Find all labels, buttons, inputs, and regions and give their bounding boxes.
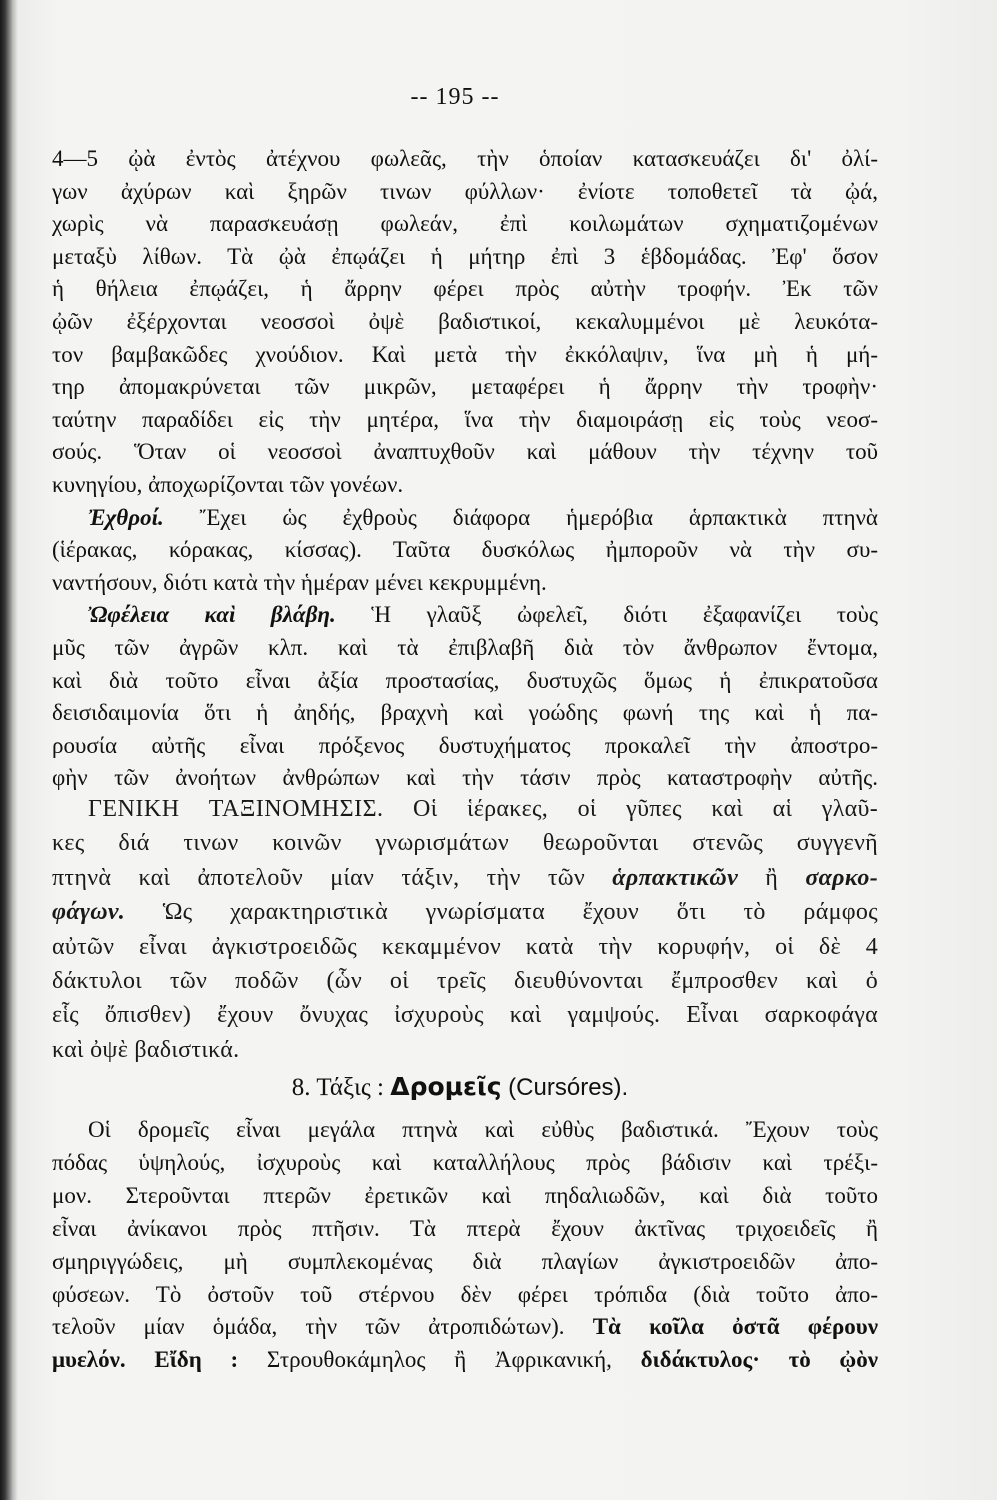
- binding-shadow: [0, 0, 18, 1500]
- text-block-owl: [52, 143, 878, 795]
- text-line: φὴν τῶν ἀνοήτων ἀνθρώπων καὶ τὴν τάσιν πρὸς καταστροφὴν αὐτῆς.: [52, 765, 878, 791]
- text-line: ᾠῶν ἐξέρχονται νεοσσοὶ ὀψὲ βαδιστικοί, κεκαλυμμένοι μὲ λευκότα-: [52, 308, 878, 334]
- emphasis-term: σαρκο-: [805, 864, 878, 891]
- paragraph-label: ΓΕΝΙΚΗ ΤΑΞΙΝΟΜΗΣΙΣ.: [88, 796, 384, 822]
- heading-order-name: Δρομεῖς: [390, 1072, 502, 1101]
- emphasis-term: ἁρπακτικῶν: [612, 864, 739, 891]
- text-line: Οἱ δρομεῖς εἶναι μεγάλα πτηνὰ καὶ εὐθὺς βαδιστικά. Ἔχουν τοὺς: [88, 1117, 878, 1142]
- text-line: [52, 1311, 878, 1344]
- text-line: τηρ ἀπομακρύνεται τῶν μικρῶν, μεταφέρει ἡ ἄρρην τὴν τροφὴν·: [52, 374, 878, 400]
- text-run-bold: Τὰ κοῖλα ὀστᾶ φέρουν: [592, 1314, 878, 1340]
- text-line: ναντήσουν, διότι κατὰ τὴν ἡμέραν μένει κεκρυμμένη.: [52, 569, 547, 595]
- paragraph-cursores: [52, 1114, 878, 1377]
- text-run-bold: μυελόν. Εἴδη :: [52, 1347, 239, 1373]
- paragraph-classification: [52, 792, 878, 1067]
- text-run-bold: διδάκτυλος· τὸ ᾠὸν: [640, 1347, 878, 1373]
- text-run: Ἡ γλαῦξ ὠφελεῖ, διότι ἐξαφανίζει τοὺς: [335, 602, 878, 628]
- page-number: -- 195 --: [410, 84, 500, 110]
- text-line: [52, 895, 878, 929]
- text-run: τελοῦν μίαν ὁμάδα, τὴν τῶν ἀτροπιδώτων).: [52, 1314, 593, 1340]
- heading-prefix: 8. Τάξις :: [291, 1074, 391, 1101]
- paragraph-label: Ἐχθροί.: [88, 504, 164, 530]
- text-line: ταύτην παραδίδει εἰς τὴν μητέρα, ἵνα τὴν διαμοιράσῃ εἰς τοὺς νεοσ-: [52, 406, 878, 432]
- section-heading: [0, 1069, 920, 1105]
- text-run: ἢ: [738, 864, 806, 891]
- text-line: κυνηγίου, ἀποχωρίζονται τῶν γονέων.: [52, 471, 404, 497]
- text-run: Στρουθοκάμηλος ἢ Ἀφρικανική,: [238, 1347, 641, 1373]
- text-line: χωρὶς νὰ παρασκευάσῃ φωλεάν, ἐπὶ κοιλωμάτων σχηματιζομένων: [52, 211, 878, 237]
- paragraph-label: Ὠφέλεια καὶ βλάβη.: [88, 602, 336, 628]
- text-line: τον βαμβακῶδες χνούδιον. Καὶ μετὰ τὴν ἐκκόλαψιν, ἵνα μὴ ἡ μή-: [52, 341, 878, 367]
- text-line: σμηριγγώδεις, μὴ συμπλεκομένας διὰ πλαγίων ἀγκιστροειδῶν ἀπο-: [52, 1248, 878, 1274]
- text-line: καὶ διὰ τοῦτο εἶναι ἀξία προστασίας, δυστυχῶς ὅμως ἡ ἐπικρατοῦσα: [52, 667, 878, 693]
- text-line: ρουσία αὐτῆς εἶναι πρόξενος δυστυχήματος προκαλεῖ τὴν ἀποστρο-: [52, 732, 878, 758]
- text-line: [52, 861, 878, 895]
- text-line: σούς. Ὅταν οἱ νεοσσοὶ ἀναπτυχθοῦν καὶ μάθουν τὴν τέχνην τοῦ: [52, 439, 878, 465]
- text-line: γων ἀχύρων καὶ ξηρῶν τινων φύλλων· ἐνίοτε τοποθετεῖ τὰ ᾠά,: [52, 178, 878, 204]
- text-run: Ὡς χαρακτηριστικὰ γνωρίσματα ἔχουν ὅτι τὸ ράμφος: [125, 899, 878, 926]
- text-line: δάκτυλοι τῶν ποδῶν (ὧν οἱ τρεῖς διευθύνονται ἔμπροσθεν καὶ ὁ: [52, 968, 878, 995]
- heading-latin-name: (Cursóres).: [501, 1074, 629, 1101]
- text-run: πτηνὰ καὶ ἀποτελοῦν μίαν τάξιν, τὴν τῶν: [52, 864, 613, 891]
- text-line: μῦς τῶν ἀγρῶν κλπ. καὶ τὰ ἐπιβλαβῆ διὰ τὸν ἄνθρωπον ἔντομα,: [52, 634, 878, 660]
- text-line: αὐτῶν εἶναι ἀγκιστροειδῶς κεκαμμένον κατὰ τὴν κορυφήν, οἱ δὲ 4: [52, 933, 878, 960]
- text-line: μεταξὺ λίθων. Τὰ ᾠὰ ἐπῳάζει ἡ μήτηρ ἐπὶ 3 ἑβδομάδας. Ἐφ' ὅσον: [52, 243, 878, 269]
- text-line: καὶ ὀψὲ βαδιστικά.: [52, 1036, 240, 1063]
- paragraph-enemies: [52, 502, 878, 600]
- text-line: [52, 502, 878, 535]
- text-line: [52, 792, 878, 826]
- text-line: κες διά τινων κοινῶν γνωρισμάτων θεωροῦνται στενῶς συγγενῆ: [52, 830, 878, 857]
- paragraph-nesting: [52, 143, 878, 502]
- text-line: πόδας ὑψηλούς, ἰσχυροὺς καὶ καταλλήλους πρὸς βάδισιν καὶ τρέξι-: [52, 1149, 878, 1175]
- text-line: 4—5 ᾠὰ ἐντὸς ἀτέχνου φωλεᾶς, τὴν ὁποίαν κατασκευάζει δι' ὀλί-: [52, 146, 878, 171]
- text-line: εἷς ὄπισθεν) ἔχουν ὄνυχας ἰσχυροὺς καὶ γαμψούς. Εἶναι σαρκοφάγα: [52, 1002, 878, 1029]
- text-line: [52, 1344, 878, 1377]
- text-line: φύσεων. Τὸ ὀστοῦν τοῦ στέρνου δὲν φέρει τρόπιδα (διὰ τοῦτο ἀπο-: [52, 1281, 878, 1307]
- emphasis-term: φάγων.: [52, 899, 126, 926]
- text-run: Ἔχει ὡς ἐχθροὺς διάφορα ἡμερόβια ἁρπακτικὰ πτηνὰ: [163, 504, 878, 530]
- text-line: ἡ θήλεια ἐπῳάζει, ἡ ἄρρην φέρει πρὸς αὐτὴν τροφήν. Ἐκ τῶν: [52, 276, 878, 302]
- text-run: Οἱ ἱέρακες, οἱ γῦπες καὶ αἱ γλαῦ-: [383, 796, 878, 822]
- text-line: δεισιδαιμονία ὅτι ἡ ἀηδής, βραχνὴ καὶ γοώδης φωνή της καὶ ἡ πα-: [52, 700, 878, 726]
- text-line: εἶναι ἀνίκανοι πρὸς πτῆσιν. Τὰ πτερὰ ἔχουν ἀκτῖνας τριχοειδεῖς ἢ: [52, 1215, 878, 1241]
- text-line: (ἱέρακας, κόρακας, κίσσας). Ταῦτα δυσκόλως ἠμποροῦν νὰ τὴν συ-: [52, 537, 878, 563]
- text-line: μον. Στεροῦνται πτερῶν ἐρετικῶν καὶ πηδαλιωδῶν, καὶ διὰ τοῦτο: [52, 1182, 878, 1208]
- text-line: [52, 599, 878, 632]
- paragraph-benefit: [52, 599, 878, 795]
